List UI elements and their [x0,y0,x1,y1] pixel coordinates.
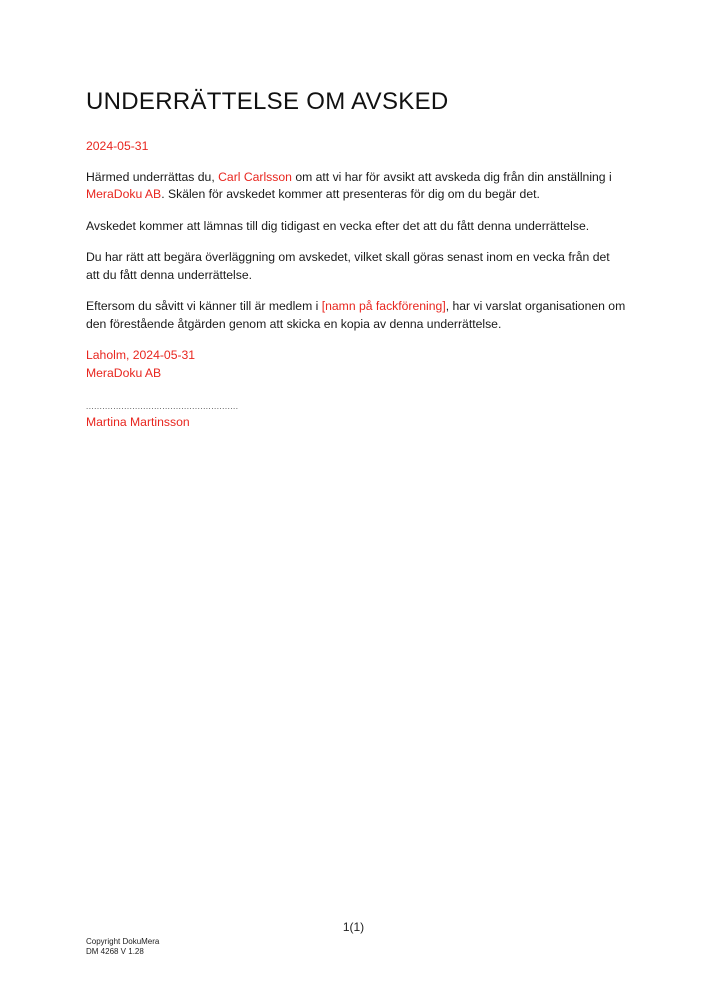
document-title: UNDERRÄTTELSE OM AVSKED [86,88,449,115]
footer-copyright: Copyright DokuMera [86,937,160,946]
paragraph-consultation: Du har rätt att begära överläggning om avskedet, vilket skall göras senast inom en vecka från det att du fått denna underrättelse. [86,250,610,282]
paragraph-notice-suffix: . Skälen för avskedet kommer att presenteras för dig om du begär det. [161,187,540,201]
union-name: [namn på fackförening] [321,299,446,313]
signatory-name: Martina Martinsson [86,415,190,429]
document-date: 2024-05-31 [86,139,149,153]
place-date: Laholm, 2024-05-31 [86,348,196,362]
paragraph-notice [86,169,626,204]
paragraph-notice-middle: om att vi har för avsikt att avskeda dig från din anställning i [291,169,612,184]
footer [86,937,159,957]
document-body [86,138,626,432]
paragraph-union-suffix: , har vi varslat organisationen om den förestående åtgärden genom att skicka en kopia av denna underrättelse. [86,299,626,331]
paragraph-union-prefix: Eftersom du såvitt vi känner till är medlem i [86,299,322,313]
signature-company: MeraDoku AB [86,365,162,380]
place-date-block [86,347,626,382]
signature-line: ........................................................ [86,402,239,411]
paragraph-union [86,298,626,333]
employee-name: Carl Carlsson [218,169,292,184]
page-number: 1(1) [342,920,365,934]
footer-version: DM 4268 V 1.28 [86,947,144,956]
company-name: MeraDoku AB [86,187,162,201]
paragraph-timing: Avskedet kommer att lämnas till dig tidigast en vecka efter det att du fått denna underrättelse. [86,218,590,233]
paragraph-notice-prefix: Härmed underrättas du, [86,169,219,184]
